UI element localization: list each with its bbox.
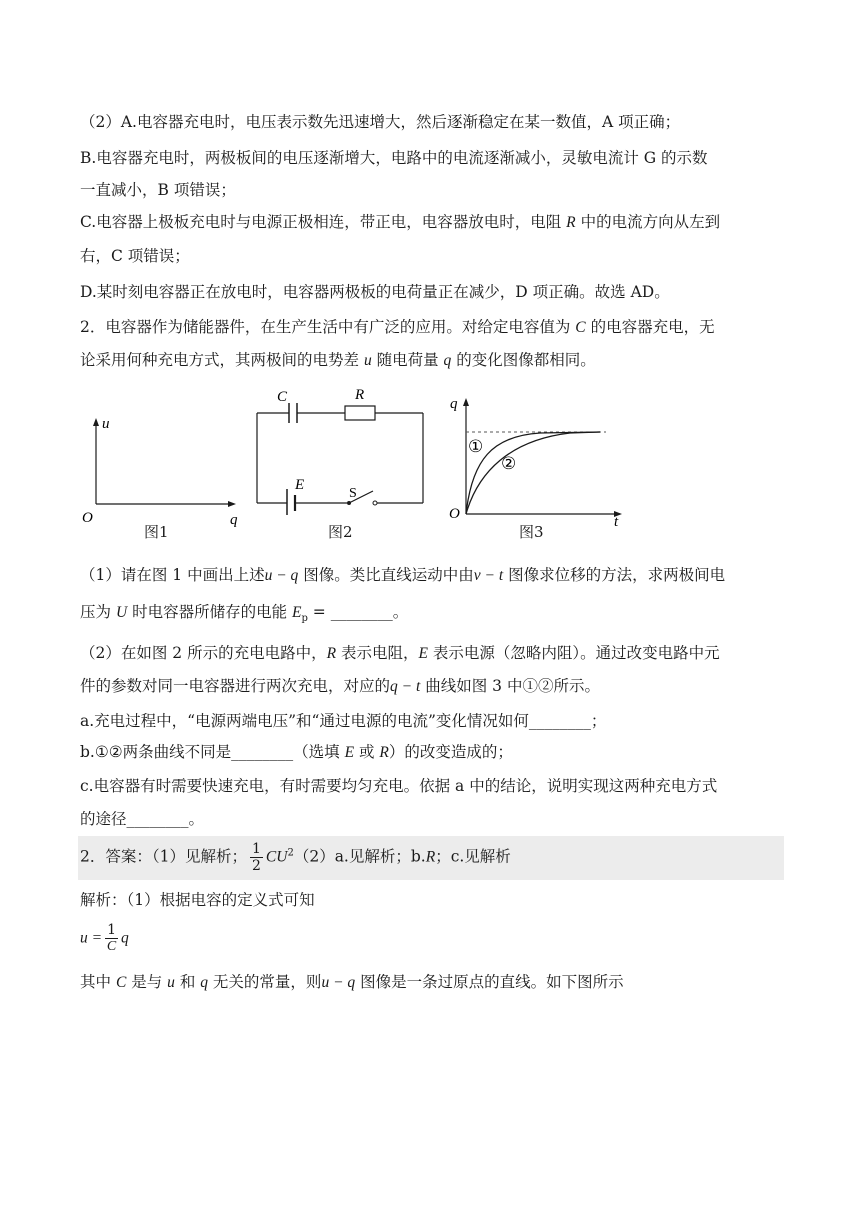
fig3-curve1-label: ① [468,437,484,456]
answer-fraction: $\frac{1}{2}$ [251,841,261,874]
explanation-line2: 其中 C 是与 u 和 q 无关的常量，则u − q 图像是一条过原点的直线。如下图所示 [80,973,624,991]
subq-1-line1: （1）请在图 1 中画出上述u − q 图像。类比直线运动中由v − t 图像求位移的方法，求两极间电 [80,566,726,584]
fig1-x-label: q [230,512,238,528]
solution-line-d: D.某时刻电容器正在放电时，电容器两极板的电荷量正在减少，D 项正确。故选 AD。 [80,283,670,301]
figure-2-circuit [245,385,435,515]
solution-line-c2: 右，C 项错误； [80,247,190,265]
fig3-caption: 图3 [519,523,544,541]
explanation-line1: 解析：（1）根据电容的定义式可知 [80,891,315,909]
answer-line: 2．答案：（1）见解析； $\frac{1}{2}$ $CU^2(2)a$.见解析；b.R；c.见解析 [80,841,511,874]
fig3-x-label: t [614,514,619,530]
fig1-origin-label: O [82,510,93,526]
fig1-y-label: u [102,416,110,432]
subq-2a: a.充电过程中，“电源两端电压”和“通过电源的电流”变化情况如何________； [80,712,607,730]
equation: u = $\frac{1}{C}$ q [80,922,129,954]
equation-fraction: $\frac{1}{C}$ [106,922,117,954]
fig2-resistor-label: R [355,387,365,403]
fig2-capacitor-label: C [277,389,288,405]
solution-line-a: （2）A.电容器充电时，电压表示数先迅速增大，然后逐渐稳定在某一数值，A 项正确； [80,113,681,131]
subq-2-line1: （2）在如图 2 所示的充电电路中，R 表示电阻，E 表示电源（忽略内阻）。通过改变电路中元 [80,644,720,662]
fig3-y-label: q [450,396,458,412]
solution-line-c1: C.电容器上极板充电时与电源正极相连，带正电，电容器放电时，电阻 R 中的电流方向从左到 [80,213,721,231]
subq-2-line2: 件的参数对同一电容器进行两次充电，对应的q − t 曲线如图 3 中①②所示。 [80,677,600,695]
subq-2c-line2: 的途径________。 [80,810,205,828]
fig1-caption: 图1 [144,523,169,541]
question-2-line1: 2．电容器作为储能器件，在生产生活中有广泛的应用。对给定电容值为 C 的电容器充电，无 [80,318,715,336]
figure-3-graph [440,390,640,540]
question-2-line2: 论采用何种充电方式，其两极间的电势差 u 随电荷量 q 的变化图像都相同。 [80,351,596,369]
solution-line-b1: B.电容器充电时，两极板间的电压逐渐增大，电路中的电流逐渐减小，灵敏电流计 G 的示数 [80,149,708,167]
fig3-curve2-label: ② [501,454,517,473]
subq-2c-line1: c.电容器有时需要快速充电，有时需要均匀充电。依据 a 中的结论，说明实现这两种充电方式 [80,777,718,795]
fig3-origin-label: O [449,506,460,522]
fig2-battery-label: E [295,477,305,493]
fig2-caption: 图2 [328,523,353,541]
solution-line-b2: 一直减小，B 项错误； [80,181,236,199]
curve-1 [466,432,600,514]
curve-2 [466,432,600,514]
subq-1-line2: 压为 U 时电容器所储存的电能 $E_p$ = ________。 [80,603,409,625]
subq-2b: b.①②两条曲线不同是________（选填 E 或 R）的改变造成的； [80,743,513,761]
fig2-switch-label: S [349,486,357,501]
